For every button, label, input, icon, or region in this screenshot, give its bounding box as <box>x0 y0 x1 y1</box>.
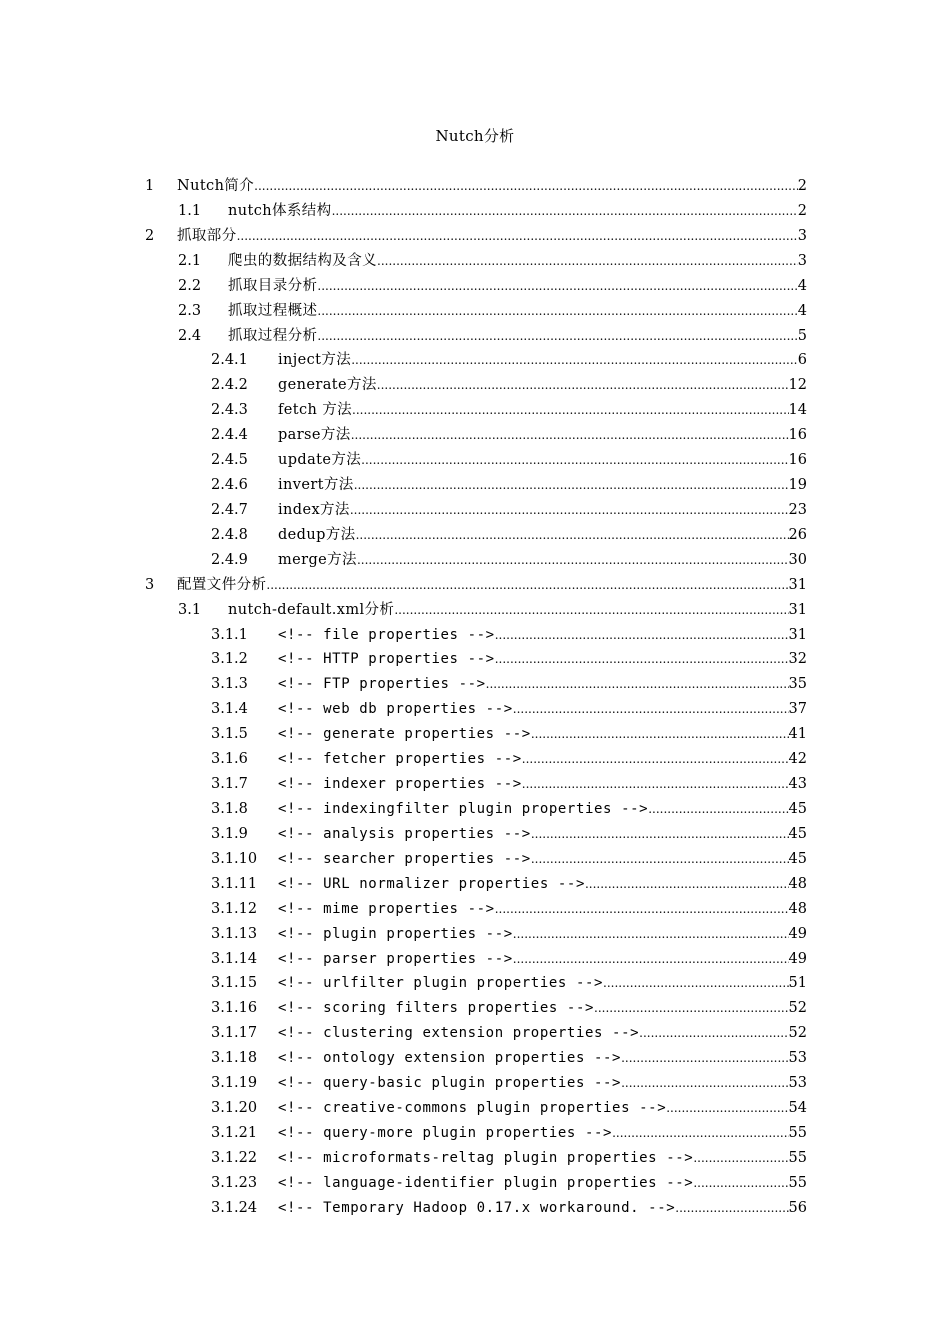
toc-entry-title[interactable]: 爬虫的数据结构及含义 <box>228 252 377 269</box>
toc-entry-title[interactable]: fetch 方法 <box>278 402 353 419</box>
toc-entry[interactable] <box>0 598 950 623</box>
toc-dot-leader <box>495 897 789 921</box>
toc-entry-page-number: 42 <box>788 751 807 768</box>
toc-entry-line <box>278 1171 807 1195</box>
toc-entry-page-number: 3 <box>797 252 807 269</box>
toc-entry-page-number: 31 <box>788 576 807 593</box>
toc-dot-leader <box>594 996 789 1020</box>
toc-entry-line <box>278 996 807 1020</box>
toc-entry-number: 3.1.5 <box>211 726 248 743</box>
toc-entry-page-number: 31 <box>788 601 807 618</box>
toc-entry-title[interactable]: inject方法 <box>278 352 352 369</box>
toc-entry-page-number: 32 <box>788 651 807 668</box>
toc-entry-line <box>278 822 807 846</box>
toc-entry-number: 2.4 <box>178 327 202 344</box>
toc-dot-leader <box>352 398 789 422</box>
toc-entry[interactable] <box>0 1121 950 1146</box>
toc-entry-number: 2.4.3 <box>211 402 248 419</box>
toc-dot-leader <box>531 847 789 871</box>
toc-entry-title[interactable]: <!-- microformats-reltag plugin properties --> <box>278 1149 694 1166</box>
toc-entry-page-number: 48 <box>788 900 807 917</box>
toc-entry-page-number: 3 <box>797 227 807 244</box>
toc-entry-title[interactable]: <!-- creative-commons plugin properties --> <box>278 1100 667 1117</box>
toc-dot-leader <box>237 224 798 248</box>
toc-entry-line <box>278 1096 807 1120</box>
toc-entry[interactable] <box>0 299 950 324</box>
toc-entry-number: 3.1.18 <box>211 1050 258 1067</box>
toc-entry-title[interactable]: <!-- web db properties --> <box>278 701 513 718</box>
toc-entry-title[interactable]: <!-- urlfilter plugin properties --> <box>278 975 604 992</box>
toc-entry[interactable] <box>0 448 950 473</box>
toc-entry-number: 2.4.5 <box>211 452 248 469</box>
toc-dot-leader <box>522 747 789 771</box>
toc-entry-number: 2.4.8 <box>211 526 248 543</box>
toc-dot-leader <box>621 1046 788 1070</box>
toc-entry-number: 3.1.13 <box>211 925 258 942</box>
toc-entry-title[interactable]: <!-- scoring filters properties --> <box>278 1000 595 1017</box>
toc-entry[interactable] <box>0 872 950 897</box>
toc-entry[interactable] <box>0 672 950 697</box>
toc-entry-number: 2.1 <box>178 252 202 269</box>
toc-dot-leader <box>350 498 789 522</box>
toc-entry-line <box>278 623 807 647</box>
toc-entry[interactable] <box>0 971 950 996</box>
toc-entry-title[interactable]: <!-- fetcher properties --> <box>278 751 522 768</box>
toc-dot-leader <box>648 797 788 821</box>
toc-entry[interactable] <box>0 722 950 747</box>
toc-entry[interactable] <box>0 1096 950 1121</box>
toc-entry-number: 3.1.10 <box>211 850 258 867</box>
toc-entry[interactable] <box>0 249 950 274</box>
toc-entry-line <box>278 348 807 372</box>
toc-entry[interactable] <box>0 274 950 299</box>
toc-entry-number: 2.3 <box>178 302 202 319</box>
toc-dot-leader <box>522 772 789 796</box>
toc-entry-page-number: 35 <box>788 676 807 693</box>
toc-dot-leader <box>354 473 789 497</box>
toc-entry-title[interactable]: <!-- query-basic plugin properties --> <box>278 1075 622 1092</box>
toc-entry[interactable] <box>0 348 950 373</box>
toc-dot-leader <box>377 249 798 273</box>
toc-entry-number: 2.2 <box>178 277 202 294</box>
toc-entry-page-number: 48 <box>788 875 807 892</box>
toc-entry[interactable] <box>0 473 950 498</box>
document-title: Nutch分析 <box>435 127 515 145</box>
toc-entry-title[interactable]: <!-- parser properties --> <box>278 950 513 967</box>
toc-entry-line <box>278 1046 807 1070</box>
toc-entry-number: 2.4.9 <box>211 551 248 568</box>
toc-entry-number: 2.4.1 <box>211 352 248 369</box>
toc-entry-number: 3.1.12 <box>211 900 258 917</box>
toc-entry-line <box>278 548 807 572</box>
toc-entry-number: 1 <box>145 178 155 194</box>
toc-entry[interactable] <box>0 373 950 398</box>
toc-entry[interactable] <box>0 897 950 922</box>
toc-entry-page-number: 16 <box>788 427 807 444</box>
toc-entry-page-number: 4 <box>797 302 807 319</box>
toc-dot-leader <box>317 324 797 348</box>
toc-dot-leader <box>513 922 789 946</box>
toc-dot-leader <box>621 1071 788 1095</box>
toc-entry-title[interactable]: <!-- indexingfilter plugin properties --> <box>278 801 649 817</box>
toc-dot-leader <box>666 1096 788 1120</box>
toc-entry-page-number: 2 <box>797 202 807 219</box>
toc-entry-number: 3.1.20 <box>211 1100 258 1117</box>
toc-entry-page-number: 12 <box>788 377 807 394</box>
toc-entry-line <box>278 498 807 522</box>
toc-entry[interactable] <box>0 772 950 797</box>
toc-entry-page-number: 16 <box>788 452 807 469</box>
toc-entry-number: 3.1.21 <box>211 1124 258 1141</box>
toc-entry-page-number: 14 <box>788 402 807 419</box>
toc-entry-title[interactable]: merge方法 <box>278 551 357 568</box>
toc-entry-title[interactable]: <!-- query-more plugin properties --> <box>278 1124 613 1141</box>
toc-entry-number: 3.1.9 <box>211 825 248 842</box>
toc-entry-page-number: 53 <box>788 1050 807 1067</box>
toc-entry-page-number: 45 <box>788 850 807 867</box>
toc-dot-leader <box>531 822 789 846</box>
toc-entry-line <box>177 224 807 248</box>
toc-dot-leader <box>351 348 798 372</box>
toc-entry-title[interactable]: <!-- mime properties --> <box>278 900 495 917</box>
toc-dot-leader <box>356 523 789 547</box>
toc-entry-title[interactable]: <!-- Temporary Hadoop 0.17.x workaround. --> <box>278 1199 676 1216</box>
toc-entry-number: 3.1 <box>178 601 202 618</box>
toc-dot-leader <box>254 174 798 198</box>
toc-entry[interactable] <box>0 947 950 972</box>
toc-entry-line <box>228 598 807 622</box>
toc-entry-page-number: 52 <box>788 1000 807 1017</box>
toc-entry-number: 3.1.8 <box>211 801 248 817</box>
toc-entry-page-number: 37 <box>788 701 807 718</box>
toc-entry-title[interactable]: update方法 <box>278 452 362 469</box>
toc-entry-line <box>278 697 807 721</box>
toc-dot-leader <box>495 623 789 647</box>
toc-entry-line <box>278 922 807 946</box>
toc-entry-title[interactable]: <!-- HTTP properties --> <box>278 651 495 668</box>
toc-entry-line <box>177 174 807 198</box>
toc-entry-page-number: 19 <box>788 477 807 494</box>
toc-entry-number: 3.1.15 <box>211 975 258 992</box>
toc-entry-line <box>177 573 807 597</box>
toc-dot-leader <box>394 598 788 622</box>
toc-entry-line <box>278 971 807 995</box>
toc-entry-title[interactable]: <!-- generate properties --> <box>278 726 531 743</box>
toc-entry-number: 3.1.7 <box>211 776 248 793</box>
toc-entry-number: 3.1.2 <box>211 651 248 668</box>
toc-entry[interactable] <box>0 847 950 872</box>
toc-entry-line <box>278 647 807 671</box>
toc-dot-leader <box>377 373 789 397</box>
toc-entry-title[interactable]: parse方法 <box>278 427 351 444</box>
toc-dot-leader <box>612 1121 788 1145</box>
toc-entry-line <box>228 199 807 223</box>
toc-entry-line <box>278 672 807 696</box>
toc-entry-page-number: 43 <box>788 776 807 793</box>
toc-entry[interactable] <box>0 1171 950 1196</box>
toc-entry-title[interactable]: index方法 <box>278 501 350 518</box>
toc-entry-line <box>278 1071 807 1095</box>
toc-entry-page-number: 49 <box>788 950 807 967</box>
toc-entry-number: 3.1.14 <box>211 950 258 967</box>
toc-entry-page-number: 26 <box>788 526 807 543</box>
toc-entry-page-number: 4 <box>797 277 807 294</box>
toc-dot-leader <box>357 548 789 572</box>
toc-entry-title[interactable]: <!-- ontology extension properties --> <box>278 1050 622 1067</box>
toc-entry-page-number: 55 <box>788 1124 807 1141</box>
toc-dot-leader <box>317 299 797 323</box>
toc-entry-line <box>278 872 807 896</box>
toc-entry-number: 3 <box>145 576 155 593</box>
toc-entry-page-number: 55 <box>788 1174 807 1191</box>
toc-dot-leader <box>486 672 789 696</box>
toc-entry-title[interactable]: <!-- URL normalizer properties --> <box>278 875 585 892</box>
toc-entry-title[interactable]: Nutch简介 <box>177 178 255 194</box>
toc-entry[interactable] <box>0 1146 950 1171</box>
toc-entry[interactable] <box>0 324 950 349</box>
toc-entry-line <box>278 373 807 397</box>
toc-dot-leader <box>266 573 788 597</box>
toc-entry-line <box>228 324 807 348</box>
toc-entry[interactable] <box>0 996 950 1021</box>
toc-entry-title[interactable]: <!-- analysis properties --> <box>278 825 531 842</box>
toc-entry-number: 3.1.6 <box>211 751 248 768</box>
toc-entry-title[interactable]: 配置文件分析 <box>177 576 267 593</box>
toc-entry-line <box>278 473 807 497</box>
toc-entry-title[interactable]: <!-- FTP properties --> <box>278 676 486 693</box>
toc-entry-title[interactable]: 抓取部分 <box>177 227 237 244</box>
toc-entry-line <box>278 1196 807 1220</box>
toc-entry-number: 3.1.4 <box>211 701 248 718</box>
toc-dot-leader <box>603 971 789 995</box>
toc-entry-line <box>278 523 807 547</box>
toc-entry-page-number: 23 <box>788 501 807 518</box>
toc-entry-number: 3.1.24 <box>211 1199 258 1216</box>
toc-dot-leader <box>317 274 797 298</box>
toc-dot-leader <box>639 1021 788 1045</box>
toc-entry-number: 2 <box>145 227 155 244</box>
toc-dot-leader <box>495 647 789 671</box>
toc-entry-line <box>228 249 807 273</box>
toc-entry-page-number: 2 <box>797 178 807 194</box>
toc-entry-number: 2.4.4 <box>211 427 248 444</box>
toc-entry-title[interactable]: <!-- indexer properties --> <box>278 776 522 793</box>
toc-dot-leader <box>361 448 788 472</box>
toc-entry-title[interactable]: <!-- language-identifier plugin properties --> <box>278 1174 694 1191</box>
toc-entry-number: 2.4.6 <box>211 477 248 494</box>
toc-entry-title[interactable]: 抓取过程概述 <box>228 302 318 319</box>
toc-dot-leader <box>531 722 789 746</box>
toc-entry-number: 3.1.11 <box>211 875 258 892</box>
toc-entry[interactable] <box>0 1021 950 1046</box>
toc-entry-page-number: 45 <box>788 825 807 842</box>
toc-entry[interactable] <box>0 398 950 423</box>
toc-entry-line <box>278 1146 807 1170</box>
toc-entry[interactable] <box>0 498 950 523</box>
toc-entry[interactable] <box>0 822 950 847</box>
toc-entry-title[interactable]: 抓取过程分析 <box>228 327 318 344</box>
toc-entry-line <box>278 448 807 472</box>
toc-entry[interactable] <box>0 697 950 722</box>
toc-dot-leader <box>351 423 789 447</box>
toc-entry[interactable] <box>0 224 950 249</box>
toc-entry-page-number: 51 <box>788 975 807 992</box>
toc-entry[interactable] <box>0 747 950 772</box>
toc-entry[interactable] <box>0 647 950 672</box>
toc-entry-title[interactable]: <!-- plugin properties --> <box>278 925 513 942</box>
toc-entry-number: 1.1 <box>178 202 202 219</box>
toc-entry-title[interactable]: nutch-default.xml分析 <box>228 601 395 618</box>
toc-entry-page-number: 30 <box>788 551 807 568</box>
toc-entry[interactable] <box>0 548 950 573</box>
toc-entry-line <box>278 797 807 821</box>
toc-entry-line <box>228 274 807 298</box>
toc-entry-page-number: 56 <box>788 1199 807 1216</box>
toc-entry-line <box>278 722 807 746</box>
toc-dot-leader <box>513 947 789 971</box>
toc-entry-page-number: 55 <box>788 1149 807 1166</box>
toc-entry-title[interactable]: <!-- searcher properties --> <box>278 850 531 867</box>
toc-entry-line <box>278 772 807 796</box>
toc-entry-title[interactable]: dedup方法 <box>278 526 356 543</box>
toc-dot-leader <box>332 199 798 223</box>
toc-entry-number: 2.4.2 <box>211 377 248 394</box>
toc-entry-page-number: 53 <box>788 1075 807 1092</box>
toc-entry[interactable] <box>0 573 950 598</box>
toc-entry[interactable] <box>0 199 950 224</box>
toc-entry-number: 3.1.19 <box>211 1075 258 1092</box>
toc-entry-number: 3.1.1 <box>211 626 248 643</box>
toc-entry-line <box>278 947 807 971</box>
toc-entry-line <box>278 1121 807 1145</box>
toc-entry-title[interactable]: <!-- file properties --> <box>278 626 495 643</box>
toc-entry[interactable] <box>0 523 950 548</box>
toc-entry-title[interactable]: nutch体系结构 <box>228 202 332 219</box>
toc-entry[interactable] <box>0 1071 950 1096</box>
toc-entry-title[interactable]: invert方法 <box>278 477 354 494</box>
toc-entry-page-number: 45 <box>788 801 807 817</box>
toc-entry-page-number: 6 <box>797 352 807 369</box>
toc-dot-leader <box>675 1196 788 1220</box>
toc-entry[interactable] <box>0 1196 950 1221</box>
toc-entry-number: 3.1.17 <box>211 1025 258 1042</box>
toc-dot-leader <box>585 872 789 896</box>
toc-entry-line <box>278 847 807 871</box>
toc-entry[interactable] <box>0 797 950 822</box>
toc-entry[interactable] <box>0 174 950 199</box>
toc-entry-line <box>278 1021 807 1045</box>
toc-entry-number: 3.1.22 <box>211 1149 258 1166</box>
toc-entry-title[interactable]: generate方法 <box>278 377 377 394</box>
toc-entry-page-number: 54 <box>788 1100 807 1117</box>
toc-entry-page-number: 49 <box>788 925 807 942</box>
toc-entry-line <box>278 747 807 771</box>
toc-entry-number: 3.1.16 <box>211 1000 258 1017</box>
toc-entry[interactable] <box>0 922 950 947</box>
toc-dot-leader <box>693 1171 788 1195</box>
toc-entry-number: 2.4.7 <box>211 501 248 518</box>
toc-entry-line <box>278 423 807 447</box>
toc-entry-title[interactable]: <!-- clustering extension properties --> <box>278 1025 640 1042</box>
toc-entry[interactable] <box>0 423 950 448</box>
toc-entry-number: 3.1.23 <box>211 1174 258 1191</box>
toc-dot-leader <box>513 697 789 721</box>
toc-entry-page-number: 5 <box>797 327 807 344</box>
toc-entry[interactable] <box>0 1046 950 1071</box>
toc-entry-line <box>278 398 807 422</box>
toc-entry-page-number: 31 <box>788 626 807 643</box>
toc-entry-line <box>228 299 807 323</box>
toc-entry-title[interactable]: 抓取目录分析 <box>228 277 318 294</box>
toc-dot-leader <box>693 1146 788 1170</box>
toc-entry-line <box>278 897 807 921</box>
toc-entry-page-number: 41 <box>788 726 807 743</box>
toc-entry-number: 3.1.3 <box>211 676 248 693</box>
toc-entry[interactable] <box>0 623 950 648</box>
toc-entry-page-number: 52 <box>788 1025 807 1042</box>
